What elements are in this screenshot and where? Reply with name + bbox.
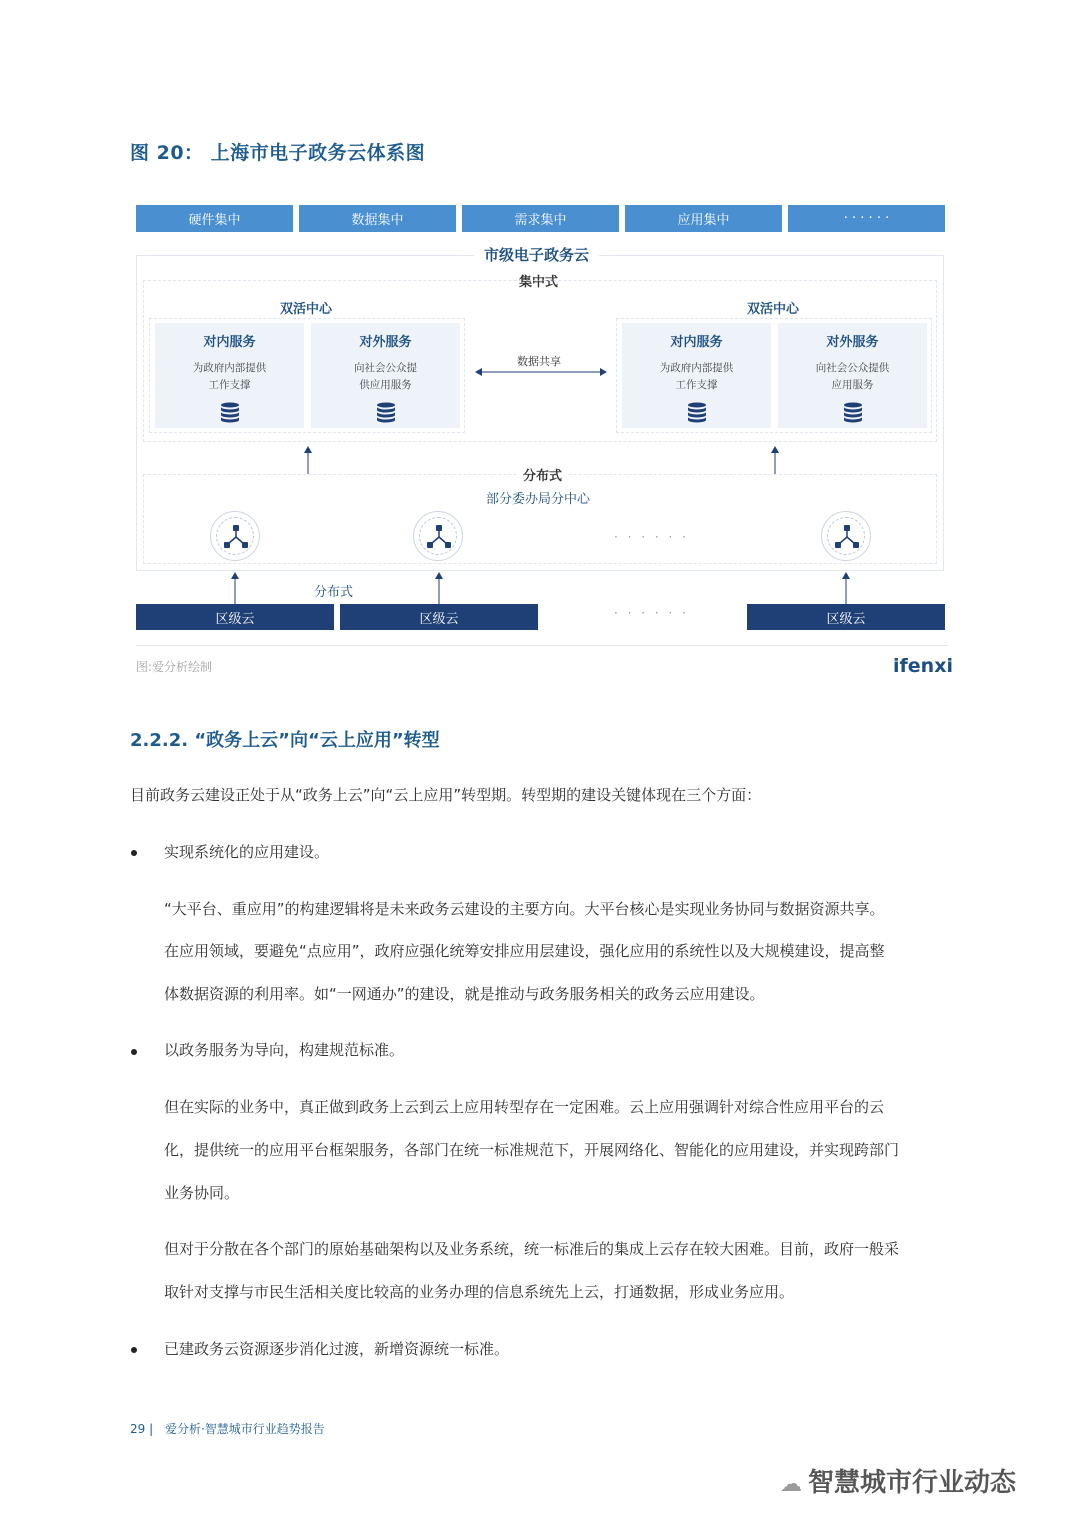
dual-center-label-right: 双活中心 <box>747 302 800 317</box>
internal-service-title: 对内服务 <box>670 335 723 350</box>
external-service-desc-2: 应用服务 <box>831 379 874 391</box>
district-cloud-2: 区级云 <box>340 604 538 630</box>
para2-line3: 业务协同。 <box>164 1184 240 1202</box>
network-hub-icon <box>210 511 260 561</box>
external-service-title: 对外服务 <box>359 335 412 350</box>
section-title: 2.2.2. “政务上云”向“云上应用”转型 <box>130 730 440 751</box>
external-service-box-right <box>778 323 927 428</box>
internal-service-box-right <box>622 323 771 428</box>
network-hub-icon <box>413 511 463 561</box>
database-icon <box>376 402 396 424</box>
city-cloud-title: 市级电子政务云 <box>474 244 599 265</box>
external-service-desc-1: 向社会公众提供 <box>815 362 890 374</box>
internal-service-desc-2: 工作支撑 <box>208 379 251 391</box>
internal-service-desc-2: 工作支撑 <box>675 379 718 391</box>
internal-service-desc-1: 为政府内部提供 <box>192 362 267 374</box>
bullet-1: 实现系统化的应用建设。 <box>164 843 330 861</box>
internal-service-box-left <box>155 323 304 428</box>
up-arrow-icon <box>229 572 241 604</box>
database-icon <box>220 402 240 424</box>
dual-center-label-left: 双活中心 <box>280 302 333 317</box>
wechat-icon: ☁ <box>780 1472 802 1497</box>
distributed-label: 分布式 <box>519 465 566 484</box>
branch-center-label: 部分委办局分中心 <box>486 492 591 507</box>
up-arrow-icon <box>840 572 852 604</box>
divider <box>136 645 948 646</box>
database-icon <box>843 402 863 424</box>
bullet-2: 以政务服务为导向，构建规范标准。 <box>164 1041 405 1059</box>
para2-line2: 化，提供统一的应用平台框架服务，各部门在统一标准规范下，开展网络化、智能化的应用建设，并实现跨部门 <box>164 1141 900 1159</box>
top-bar-item-demand: 需求集中 <box>462 205 619 232</box>
external-service-box-left <box>311 323 460 428</box>
district-cloud-3: 区级云 <box>747 604 945 630</box>
distributed-label-lower: 分布式 <box>314 585 354 600</box>
top-bar-item-data: 数据集中 <box>299 205 456 232</box>
ellipsis-districts: · · · · · · <box>614 606 689 620</box>
footer-text: 爱分析·智慧城市行业趋势报告 <box>164 1422 325 1436</box>
para1-line2: 在应用领域，要避免“点应用”，政府应强化统筹安排应用层建设，强化应用的系统性以及大规模建设，提高整 <box>164 942 885 960</box>
up-arrow-icon <box>433 572 445 604</box>
intro-paragraph: 目前政务云建设正处于从“政务上云”向“云上应用”转型期。转型期的建设关键体现在三个方面： <box>130 786 762 804</box>
network-hub-icon <box>821 511 871 561</box>
watermark <box>780 1462 1016 1499</box>
para3-line2: 取针对支撑与市民生活相关度比较高的业务办理的信息系统先上云，打通数据，形成业务应用。 <box>164 1283 795 1301</box>
top-bar-item-hardware: 硬件集中 <box>136 205 293 232</box>
bidirectional-arrow-icon <box>475 366 607 378</box>
up-arrow-icon <box>302 446 314 474</box>
page-number: 29 | <box>130 1422 154 1436</box>
internal-service-title: 对内服务 <box>203 335 256 350</box>
data-sharing-label: 数据共享 <box>517 355 561 368</box>
bullet-icon <box>131 1347 137 1353</box>
external-service-desc-1: 向社会公众提 <box>354 362 417 374</box>
top-bar-item-application: 应用集中 <box>625 205 782 232</box>
ellipsis-hubs: · · · · · · <box>614 530 689 544</box>
figure-title: 图 20： 上海市电子政务云体系图 <box>130 142 426 164</box>
up-arrow-icon <box>769 446 781 474</box>
external-service-desc-2: 供应用服务 <box>359 379 412 391</box>
para1-line1: “大平台、重应用”的构建逻辑将是未来政务云建设的主要方向。大平台核心是实现业务协同与数据资源共享。 <box>164 900 885 918</box>
internal-service-desc-1: 为政府内部提供 <box>659 362 734 374</box>
page-footer <box>130 1420 325 1437</box>
centralized-label: 集中式 <box>519 275 559 290</box>
bullet-icon <box>131 1049 137 1055</box>
para3-line1: 但对于分散在各个部门的原始基础架构以及业务系统，统一标准后的集成上云存在较大困难。目前，政府一般采 <box>164 1240 900 1258</box>
top-bar-item-more: · · · · · · <box>788 205 945 232</box>
watermark-text: 智慧城市行业动态 <box>808 1468 1017 1498</box>
district-cloud-1: 区级云 <box>136 604 334 630</box>
para1-line3: 体数据资源的利用率。如“一网通办”的建设，就是推动与政务服务相关的政务云应用建设。 <box>164 985 765 1003</box>
bullet-icon <box>131 850 137 856</box>
ifenxi-logo: ifenxi <box>893 655 953 677</box>
database-icon <box>687 402 707 424</box>
external-service-title: 对外服务 <box>826 335 879 350</box>
para2-line1: 但在实际的业务中，真正做到政务上云到云上应用转型存在一定困难。云上应用强调针对综合性应用平台的云 <box>164 1098 885 1116</box>
figure-caption: 图:爱分析绘制 <box>136 660 213 674</box>
bullet-3: 已建政务云资源逐步消化过渡，新增资源统一标准。 <box>164 1340 510 1358</box>
